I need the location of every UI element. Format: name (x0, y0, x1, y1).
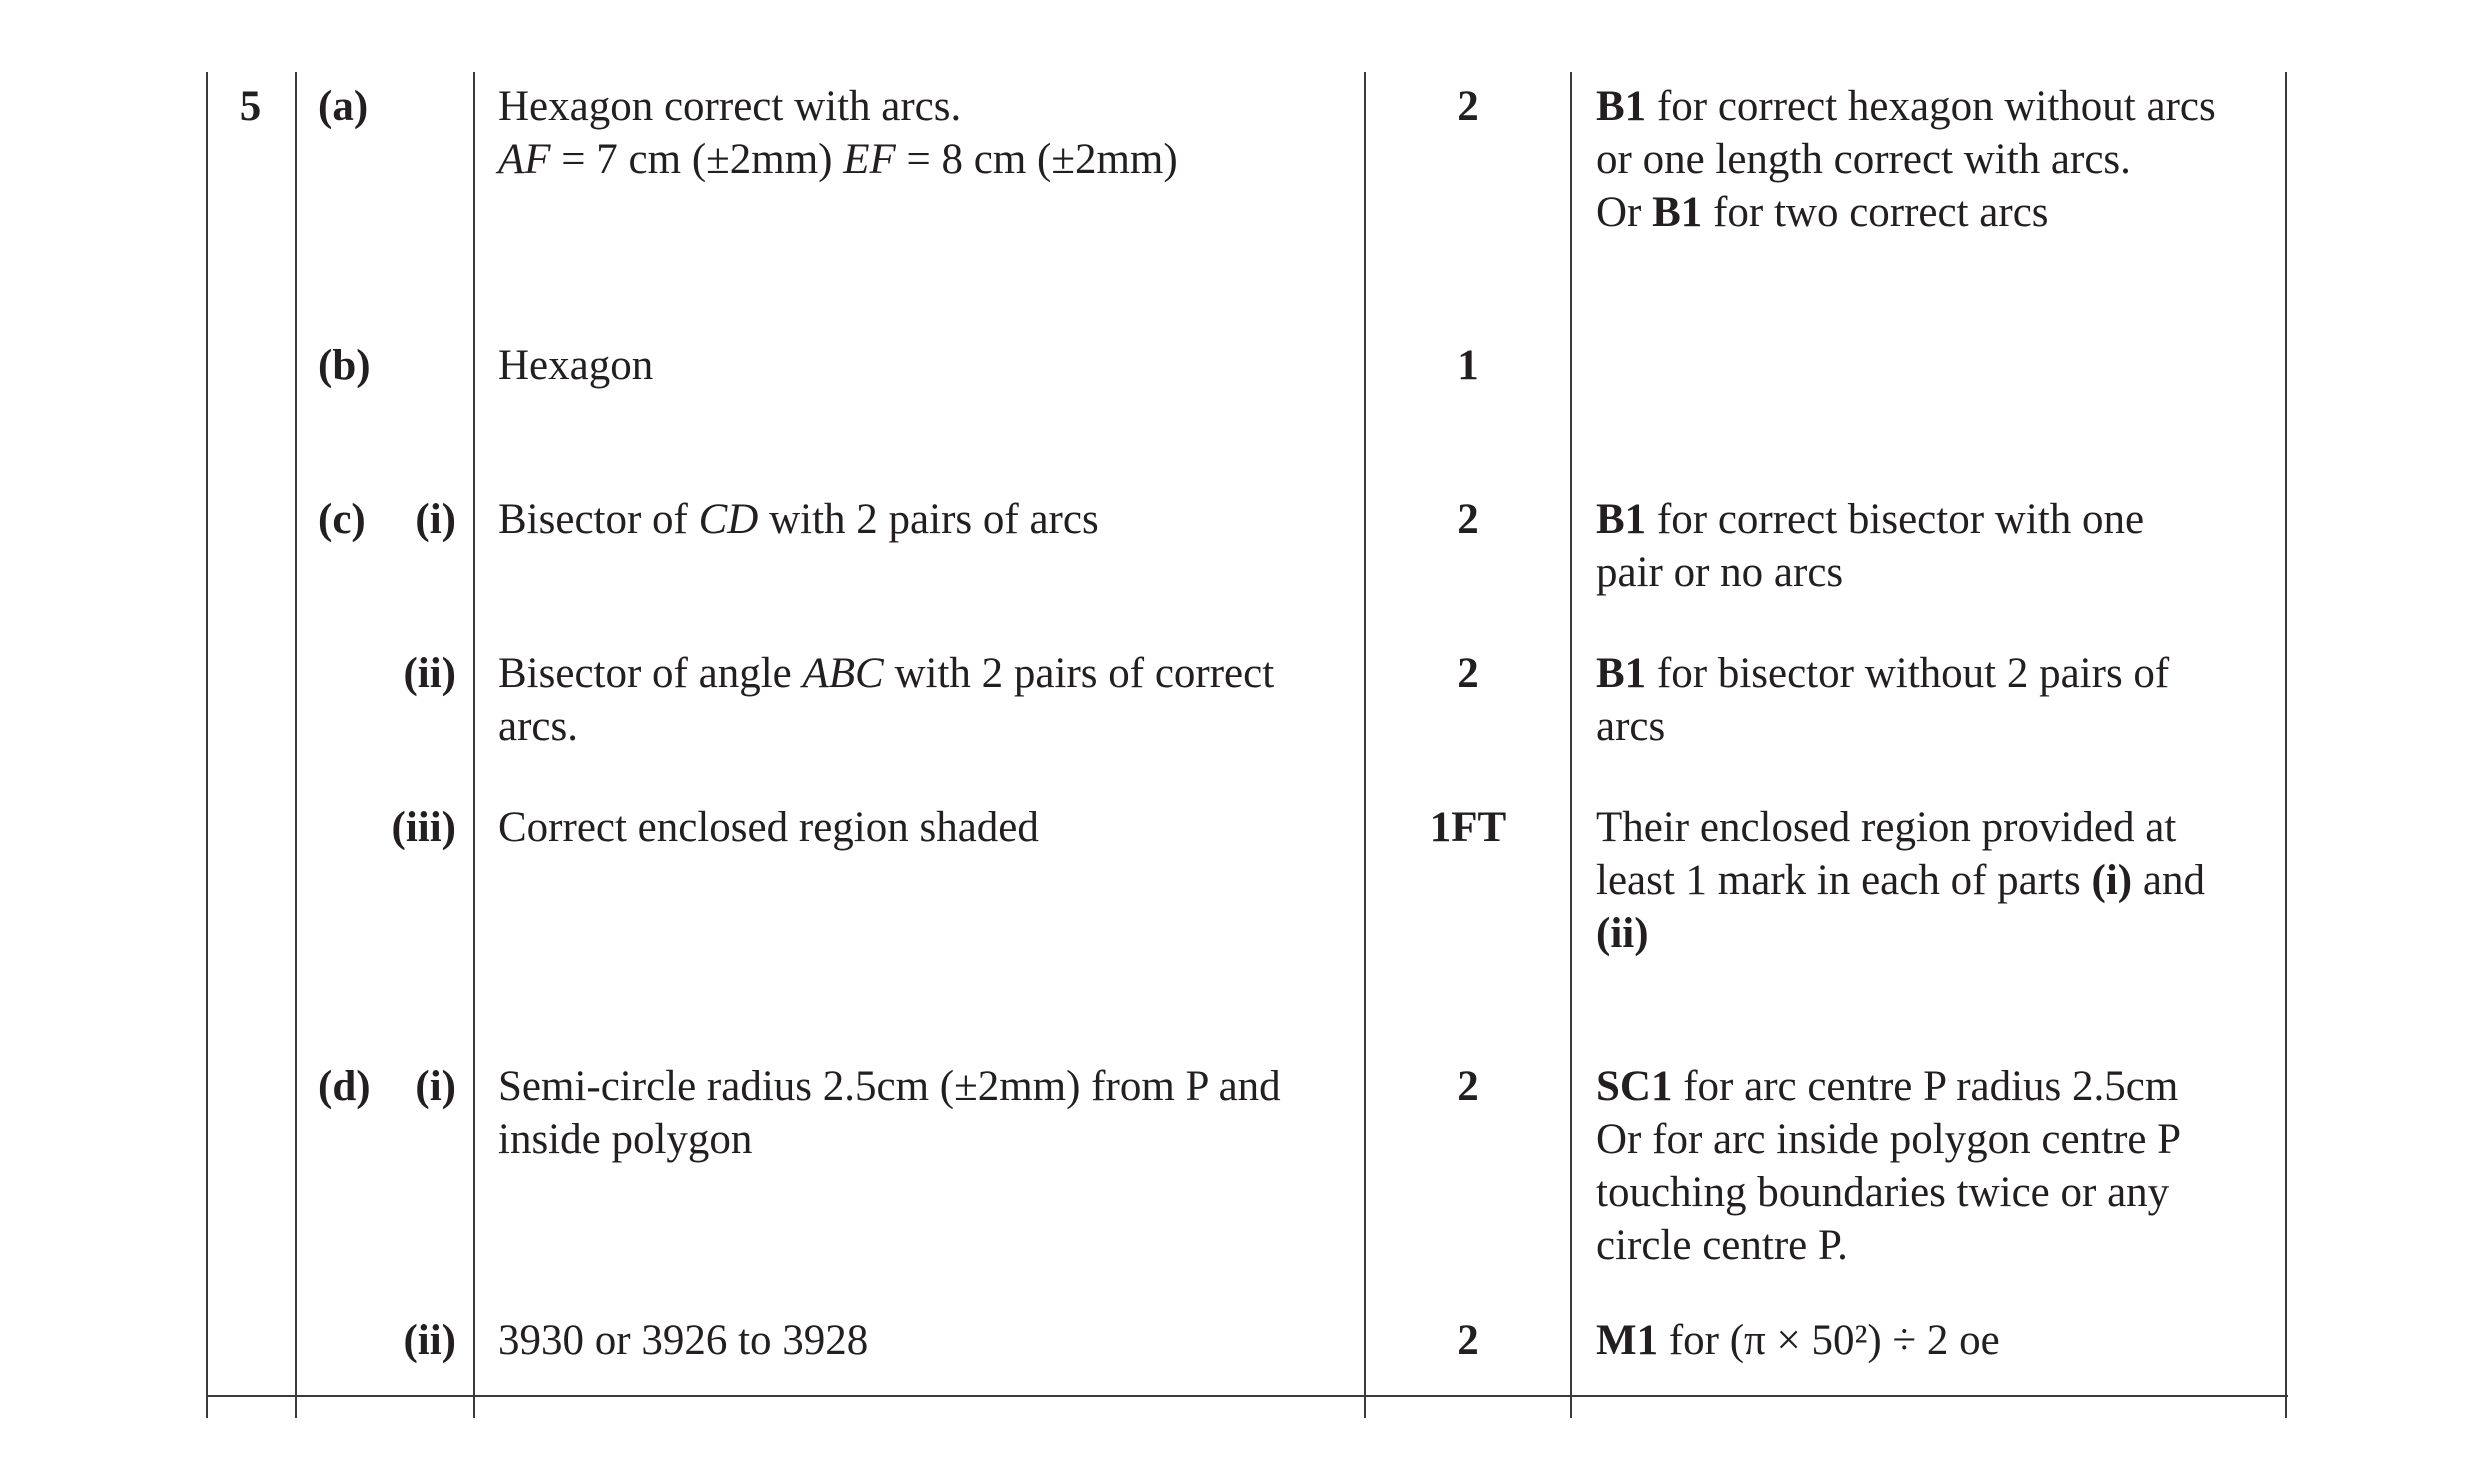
table-rule-left (206, 72, 208, 1418)
table-rule-guidance (1570, 72, 1572, 1418)
part-label: (c) (318, 496, 366, 543)
answer-text: = 8 cm (±2mm) (895, 136, 1178, 183)
guidance-line (1596, 1166, 2169, 1219)
guidance-text: touching boundaries twice or any (1596, 1169, 2170, 1216)
guidance-line (1596, 80, 2216, 133)
guidance-line (1596, 546, 1843, 599)
guidance-line (1596, 854, 2205, 907)
subpart-label: (i) (415, 1063, 456, 1110)
part-label: (b) (318, 342, 371, 389)
guidance-line (1596, 1219, 1848, 1272)
answer-line (498, 1314, 868, 1367)
guidance-line (1596, 493, 2144, 546)
guidance-text: for (π × 50²) ÷ 2 oe (1658, 1317, 2000, 1364)
mark-value: 1 (1457, 342, 1479, 389)
answer-line (498, 339, 653, 392)
answer-line (498, 493, 1099, 546)
table-bottom-rule (206, 1395, 2288, 1397)
guidance-text: for arc centre P radius 2.5cm (1672, 1063, 2179, 1110)
guidance-text: or one length correct with arcs. (1596, 136, 2131, 183)
guidance-text: M1 (1596, 1317, 1659, 1364)
table-rule-answer (473, 72, 475, 1418)
subpart-label: (ii) (403, 650, 456, 697)
guidance-text: arcs (1596, 703, 1666, 750)
answer-line (498, 133, 1178, 186)
answer-text: Hexagon correct with arcs. (498, 83, 962, 130)
answer-text: ABC (802, 650, 884, 697)
guidance-text: for two correct arcs (1702, 189, 2049, 236)
answer-text: = 7 cm (±2mm) (550, 136, 844, 183)
answer-text: Correct enclosed region shaded (498, 804, 1039, 851)
answer-line (498, 647, 1274, 700)
guidance-text: circle centre P. (1596, 1222, 1848, 1269)
guidance-text: and (2132, 857, 2205, 904)
table-rule-part (295, 72, 297, 1418)
mark-value: 2 (1457, 83, 1479, 130)
guidance-line (1596, 907, 1649, 960)
mark-value: 2 (1457, 1317, 1479, 1364)
guidance-line (1596, 133, 2131, 186)
answer-text: with 2 pairs of correct (883, 650, 1275, 697)
guidance-line (1596, 801, 2176, 854)
answer-text: inside polygon (498, 1116, 753, 1163)
answer-line (498, 80, 961, 133)
part-label: (d) (318, 1063, 371, 1110)
part-label: (a) (318, 83, 369, 130)
answer-text: Bisector of (498, 496, 699, 543)
answer-text: Semi-circle radius 2.5cm (±2mm) from P and (498, 1063, 1281, 1110)
answer-line (498, 1113, 752, 1166)
guidance-line (1596, 186, 2049, 239)
guidance-text: pair or no arcs (1596, 549, 1844, 596)
guidance-line (1596, 1314, 2000, 1367)
guidance-text: least 1 mark in each of parts (1596, 857, 2092, 904)
guidance-text: SC1 (1596, 1063, 1673, 1110)
mark-value: 2 (1457, 1063, 1479, 1110)
guidance-line (1596, 647, 2169, 700)
answer-text: AF (498, 136, 551, 183)
guidance-line (1596, 1113, 2181, 1166)
mark-value: 2 (1457, 496, 1479, 543)
answer-line (498, 1060, 1281, 1113)
guidance-text: Or (1596, 189, 1653, 236)
guidance-line (1596, 1060, 2178, 1113)
guidance-text: Their enclosed region provided at (1596, 804, 2177, 851)
guidance-text: Or for arc inside polygon centre P (1596, 1116, 2182, 1163)
guidance-text: B1 (1596, 83, 1647, 130)
guidance-line (1596, 700, 1665, 753)
answer-text: Hexagon (498, 342, 654, 389)
guidance-text: (ii) (1596, 910, 1649, 957)
table-rule-mark (1364, 72, 1366, 1418)
answer-text: 3930 or 3926 to 3928 (498, 1317, 869, 1364)
mark-value: 1FT (1429, 804, 1507, 851)
guidance-text: for correct bisector with one (1646, 496, 2145, 543)
answer-text: with 2 pairs of arcs (758, 496, 1099, 543)
question-number: 5 (239, 83, 262, 130)
answer-line (498, 700, 578, 753)
subpart-label: (ii) (403, 1317, 456, 1364)
guidance-text: (i) (2091, 857, 2133, 904)
answer-line (498, 801, 1039, 854)
answer-text: CD (698, 496, 759, 543)
answer-text: arcs. (498, 703, 578, 750)
guidance-text: B1 (1652, 189, 1703, 236)
guidance-text: B1 (1596, 650, 1647, 697)
table-rule-right (2285, 72, 2287, 1418)
subpart-label: (i) (415, 496, 456, 543)
answer-text: Bisector of angle (498, 650, 803, 697)
guidance-text: B1 (1596, 496, 1647, 543)
guidance-text: for correct hexagon without arcs (1646, 83, 2216, 130)
mark-value: 2 (1457, 650, 1479, 697)
guidance-text: for bisector without 2 pairs of (1646, 650, 2170, 697)
subpart-label: (iii) (391, 804, 456, 851)
answer-text: EF (843, 136, 896, 183)
